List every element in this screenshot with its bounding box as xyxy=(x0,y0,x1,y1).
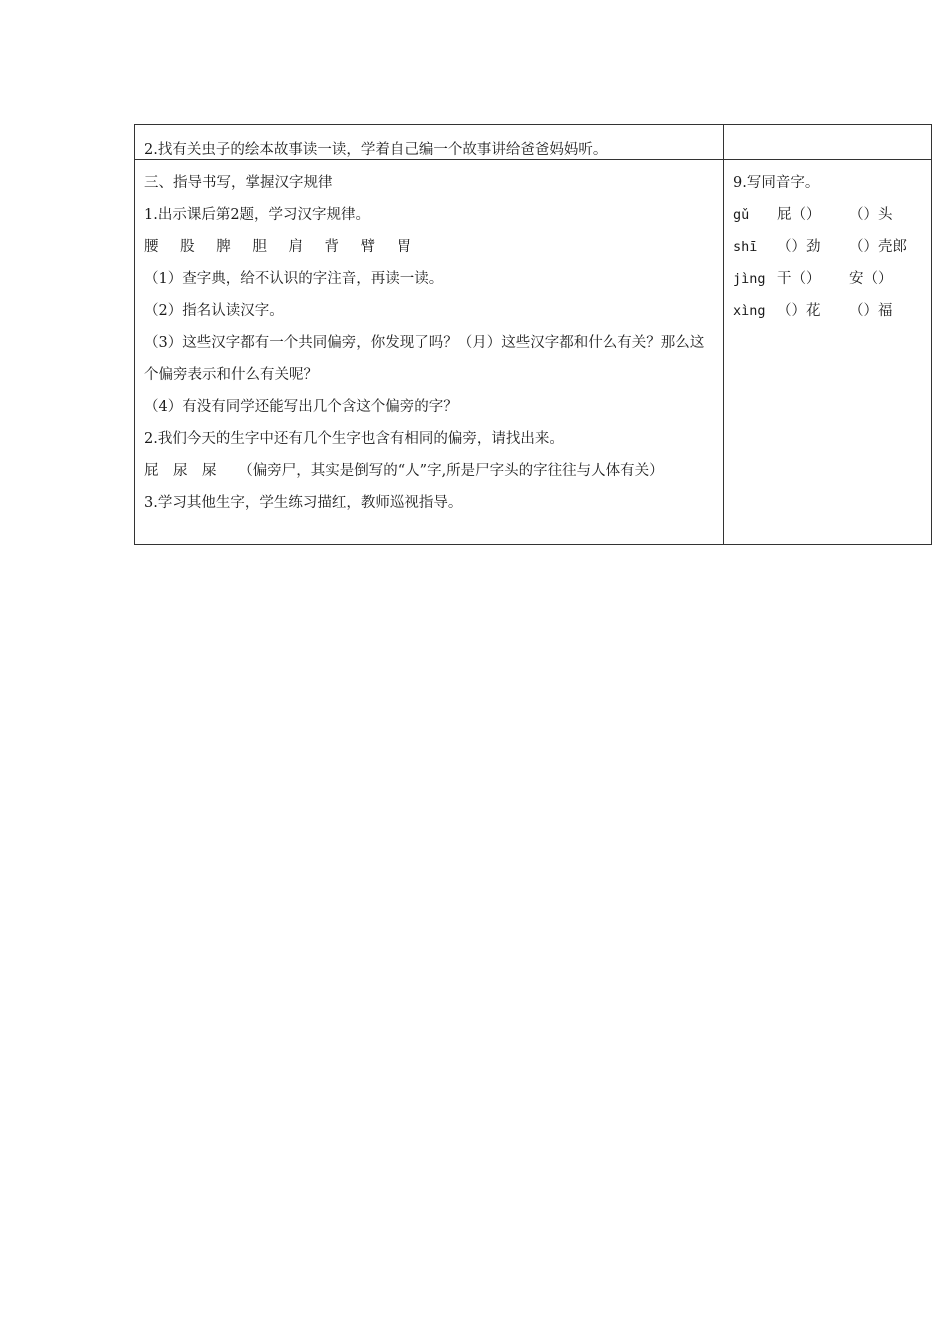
character: 胃 xyxy=(396,239,412,255)
blank-item: （）劲 xyxy=(777,239,821,255)
blank-item: （）花 xyxy=(777,303,821,319)
character: 脾 xyxy=(216,239,231,255)
pinyin-label: gǔ xyxy=(733,207,750,223)
pinyin-label: shī xyxy=(733,239,758,255)
step-1: 1.出示课后第2题，学习汉字规律。 xyxy=(144,207,371,223)
character: 肩 xyxy=(288,239,303,255)
lesson-table xyxy=(134,124,932,545)
character: 腰 xyxy=(144,239,159,255)
question-1: （1）查字典，给不认识的字注音，再读一读。 xyxy=(144,271,444,287)
question-4: （4）有没有同学还能写出几个含这个偏旁的字？ xyxy=(144,399,458,415)
section-heading: 三、指导书写，掌握汉字规律 xyxy=(144,175,333,191)
blank-item: 干（） xyxy=(777,271,821,287)
homophone-row xyxy=(733,231,922,263)
blank-item: 屁（） xyxy=(777,207,821,223)
homework-text: 2.找有关虫子的绘本故事读一读，学着自己编一个故事讲给爸爸妈妈听。 xyxy=(144,142,608,158)
table-row xyxy=(135,125,932,160)
step-2-detail xyxy=(144,455,714,487)
homophone-row xyxy=(733,295,922,327)
question-2: （2）指名认读汉字。 xyxy=(144,303,284,319)
pinyin-label: jìng xyxy=(733,271,766,287)
radical-note: （偏旁尸，其实是倒写的“人”字,所是尸字头的字往往与人体有关） xyxy=(245,463,664,479)
blank-item: （）头 xyxy=(849,207,893,223)
character: 臂 xyxy=(360,239,376,255)
homophone-row xyxy=(733,199,922,231)
character: 胆 xyxy=(252,239,267,255)
table-row xyxy=(135,160,932,545)
question-3: （3）这些汉字都有一个共同偏旁，你发现了吗？（月）这些汉字都和什么有关？那么这个偏旁表示和什么有关呢？ xyxy=(144,335,705,383)
empty-side-cell xyxy=(724,125,932,160)
exercise-cell xyxy=(724,160,932,545)
exercise-title: 9.写同音字。 xyxy=(733,175,820,191)
character-list xyxy=(144,231,714,263)
blank-item: 安（） xyxy=(849,271,893,287)
pinyin-label: xìng xyxy=(733,303,766,319)
homophone-row xyxy=(733,263,922,295)
teaching-cell xyxy=(135,160,724,545)
blank-item: （）壳郎 xyxy=(849,239,907,255)
blank-item: （）福 xyxy=(849,303,893,319)
homework-cell xyxy=(135,125,724,160)
radical-characters: 屁 尿 屎 xyxy=(144,463,217,479)
step-3: 3.学习其他生字，学生练习描红，教师巡视指导。 xyxy=(144,495,463,511)
character: 背 xyxy=(324,239,340,255)
step-2: 2.我们今天的生字中还有几个生字也含有相同的偏旁，请找出来。 xyxy=(144,431,564,447)
character: 股 xyxy=(180,239,195,255)
